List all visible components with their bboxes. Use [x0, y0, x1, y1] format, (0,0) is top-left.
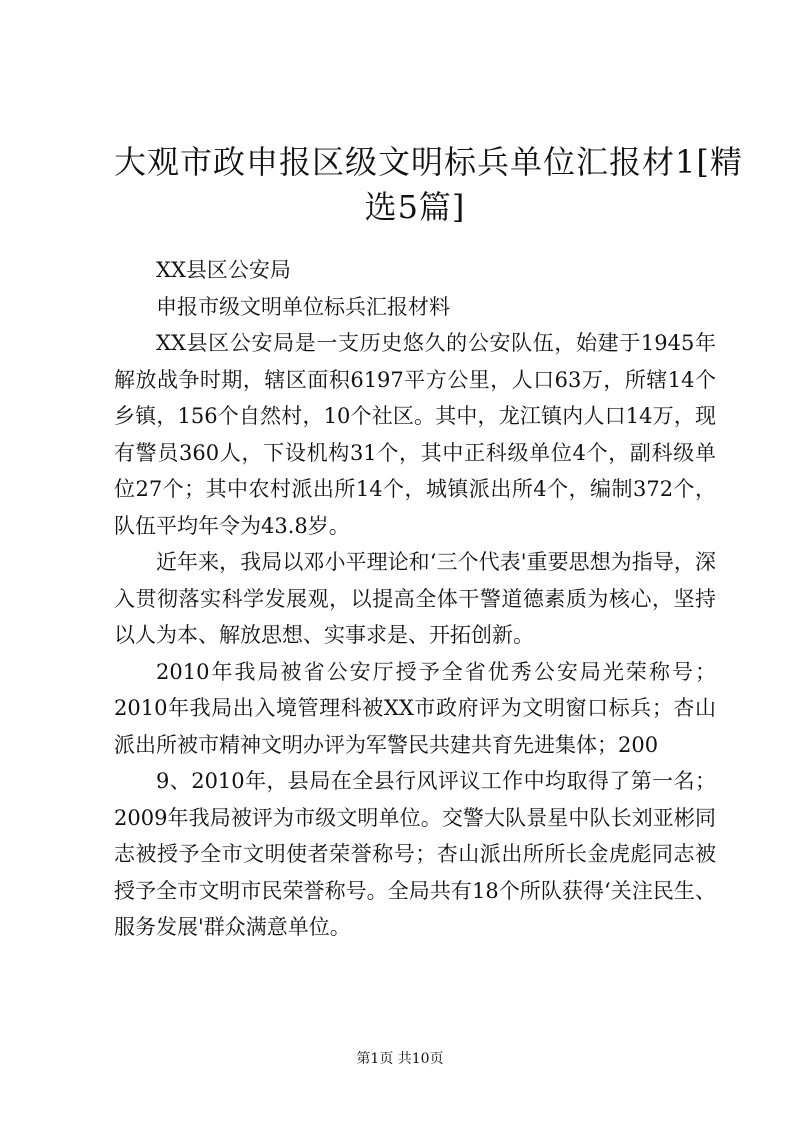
paragraph-guidance: 近年来，我局以邓小平理论和‘三个代表'重要思想为指导，深入贯彻落实科学发展观，以提高全体干警道德素质为核心，坚持以人为本、解放思想、实事求是、开拓创新。	[114, 550, 716, 647]
title-line-2: 选5篇]	[364, 188, 466, 226]
paragraph-intro: XX县区公安局是一支历史悠久的公安队伍，始建于1945年解放战争时期，辖区面积6197平方公里，人口63万，所辖14个乡镇，156个自然村，10个社区。其中，龙江镇内人口14万，现有警员360人，下设机构31个，其中正科级单位4个，副科级单位27个；其中农村派出所14个，城镇派出所4个，编制372个，队伍平均年令为43.8岁。	[114, 331, 716, 538]
paragraph-awards: 9、2010年，县局在全县行风评议工作中均取得了第一名；2009年我局被评为市级文明单位。交警大队景星中队长刘亚彬同志被授予全市文明使者荣誉称号；杏山派出所所长金虎彪同志被授予全市文明市民荣誉称号。全局共有18个所队获得‘关注民生、服务发展'群众满意单位。	[114, 769, 716, 939]
document-title	[114, 140, 743, 230]
document-body	[114, 252, 716, 946]
paragraph-subtitle: 申报市级文明单位标兵汇报材料	[156, 294, 450, 319]
title-line-1: 大观市政申报区级文明标兵单位汇报材1[精	[114, 143, 743, 181]
page-footer: 第1页 共10页	[356, 1051, 444, 1067]
paragraph-organization: XX县区公安局	[156, 258, 291, 282]
paragraph-honors: 2010年我局被省公安厅授予全省优秀公安局光荣称号；2010年我局出入境管理科被XX市政府评为文明窗口标兵；杏山派出所被市精神文明办评为军警民共建共育先进集体；200	[114, 659, 716, 757]
